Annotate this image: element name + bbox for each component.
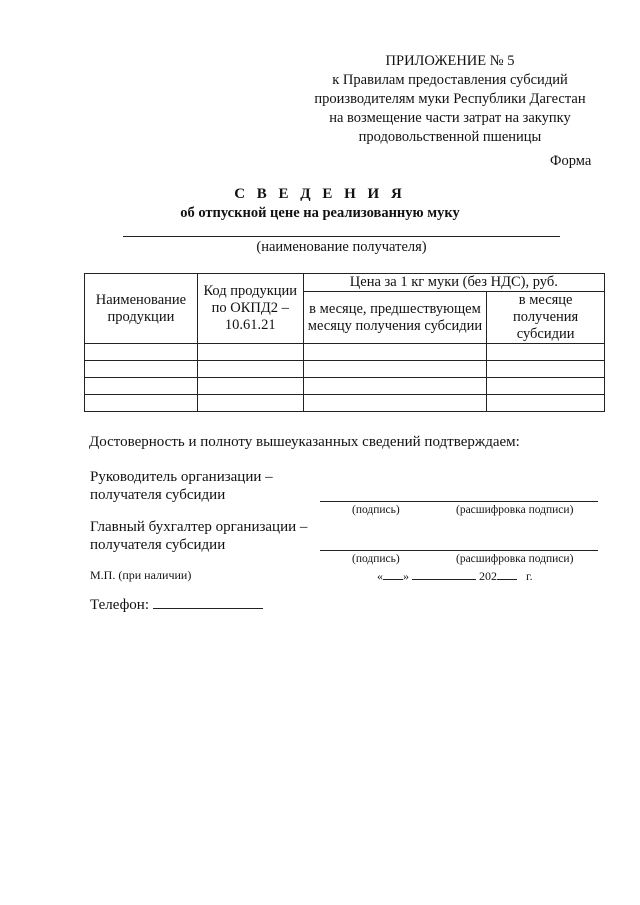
table-cell[interactable] bbox=[487, 395, 605, 412]
header-previous-month: в месяце, предшествующем месяцу получения субсидии bbox=[303, 292, 487, 344]
stamp-label: М.П. (при наличии) bbox=[90, 568, 192, 582]
table-cell[interactable] bbox=[487, 344, 605, 361]
date-year-field[interactable] bbox=[497, 568, 517, 580]
date-year-prefix: 202 bbox=[479, 569, 497, 583]
document-title: С В Е Д Е Н И Я bbox=[234, 186, 406, 202]
phone-field[interactable] bbox=[153, 594, 263, 609]
price-table bbox=[84, 273, 605, 412]
appendix-line-4: на возмещение части затрат на закупку bbox=[329, 110, 571, 126]
table-cell[interactable] bbox=[487, 378, 605, 395]
header-current-month: в месяце получения субсидии bbox=[487, 292, 605, 344]
table-cell[interactable] bbox=[487, 361, 605, 378]
table-cell[interactable] bbox=[85, 378, 198, 395]
table-cell[interactable] bbox=[85, 395, 198, 412]
table-cell[interactable] bbox=[303, 344, 487, 361]
table-row bbox=[85, 378, 605, 395]
table-cell[interactable] bbox=[197, 395, 303, 412]
date-open-quote: « bbox=[377, 569, 383, 583]
appendix-line-3: производителям муки Республики Дагестан bbox=[314, 91, 586, 107]
date-day-field[interactable] bbox=[383, 568, 403, 580]
table-cell[interactable] bbox=[303, 361, 487, 378]
table-cell[interactable] bbox=[303, 395, 487, 412]
head-signature-caption: (подпись) bbox=[352, 504, 400, 516]
table-cell[interactable] bbox=[303, 378, 487, 395]
date-year-suffix: г. bbox=[526, 569, 533, 583]
head-signer-line1: Руководитель организации – bbox=[90, 469, 273, 485]
recipient-caption: (наименование получателя) bbox=[256, 239, 427, 255]
phone-row bbox=[90, 594, 263, 614]
head-signature-field[interactable] bbox=[320, 501, 598, 502]
table-cell[interactable] bbox=[197, 361, 303, 378]
accountant-signer-line2: получателя субсидии bbox=[90, 537, 226, 553]
appendix-line-2: к Правилам предоставления субсидий bbox=[332, 72, 568, 88]
table-row bbox=[85, 344, 605, 361]
appendix-number: ПРИЛОЖЕНИЕ № 5 bbox=[385, 53, 515, 69]
appendix-header bbox=[250, 52, 640, 147]
confirmation-text: Достоверность и полноту вышеуказанных сведений подтверждаем: bbox=[89, 434, 520, 450]
accountant-signature-caption: (подпись) bbox=[352, 553, 400, 565]
head-decoding-caption: (расшифровка подписи) bbox=[456, 504, 574, 516]
document-subtitle: об отпускной цене на реализованную муку bbox=[180, 205, 460, 221]
header-product-code: Код продукции по ОКПД2 – 10.61.21 bbox=[197, 274, 303, 344]
header-price: Цена за 1 кг муки (без НДС), руб. bbox=[303, 274, 604, 292]
head-signer-line2: получателя субсидии bbox=[90, 487, 226, 503]
date-close-quote: » bbox=[403, 569, 409, 583]
phone-label: Телефон: bbox=[90, 597, 149, 613]
appendix-line-5: продовольственной пшеницы bbox=[358, 129, 542, 145]
accountant-decoding-caption: (расшифровка подписи) bbox=[456, 553, 574, 565]
table-cell[interactable] bbox=[197, 378, 303, 395]
table-cell[interactable] bbox=[197, 344, 303, 361]
accountant-signer-line1: Главный бухгалтер организации – bbox=[90, 519, 308, 535]
table-cell[interactable] bbox=[85, 344, 198, 361]
table-row bbox=[85, 395, 605, 412]
accountant-signer-label bbox=[90, 518, 307, 554]
table-row bbox=[85, 361, 605, 378]
accountant-signature-field[interactable] bbox=[320, 550, 598, 551]
table-cell[interactable] bbox=[85, 361, 198, 378]
recipient-name-field[interactable] bbox=[123, 236, 560, 237]
head-signer-label bbox=[90, 468, 273, 504]
date-month-field[interactable] bbox=[412, 568, 476, 580]
header-product-name: Наименование продукции bbox=[85, 274, 198, 344]
date-field bbox=[377, 568, 533, 584]
form-label: Форма bbox=[550, 153, 592, 169]
